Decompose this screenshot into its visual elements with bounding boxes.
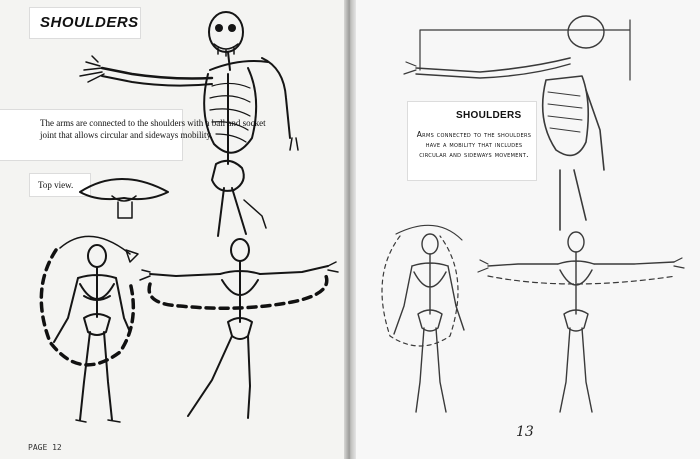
- right-front-skeleton-sketch: [382, 225, 464, 412]
- right-page-caption: Arms connected to the shoulders have a mobility that includes circular and sideways movement.: [416, 130, 532, 159]
- left-page-title: SHOULDERS: [40, 14, 139, 31]
- right-back-skeleton-sketch: [478, 232, 684, 412]
- right-page-title: SHOULDERS: [456, 110, 522, 121]
- top-view-label: Top view.: [38, 180, 74, 190]
- left-page-caption: The arms are connected to the shoulders with a ball and socket joint that allows circular and sideways mobility.: [40, 118, 266, 140]
- front-skeleton-circular-motion: [41, 236, 138, 422]
- top-view-shoulders-illustration: [80, 179, 168, 218]
- right-reaching-skeleton-sketch: [404, 16, 630, 230]
- back-skeleton-sideways-motion: [140, 239, 338, 418]
- right-page-number: 13: [516, 424, 534, 440]
- left-page-number: PAGE 12: [28, 443, 62, 452]
